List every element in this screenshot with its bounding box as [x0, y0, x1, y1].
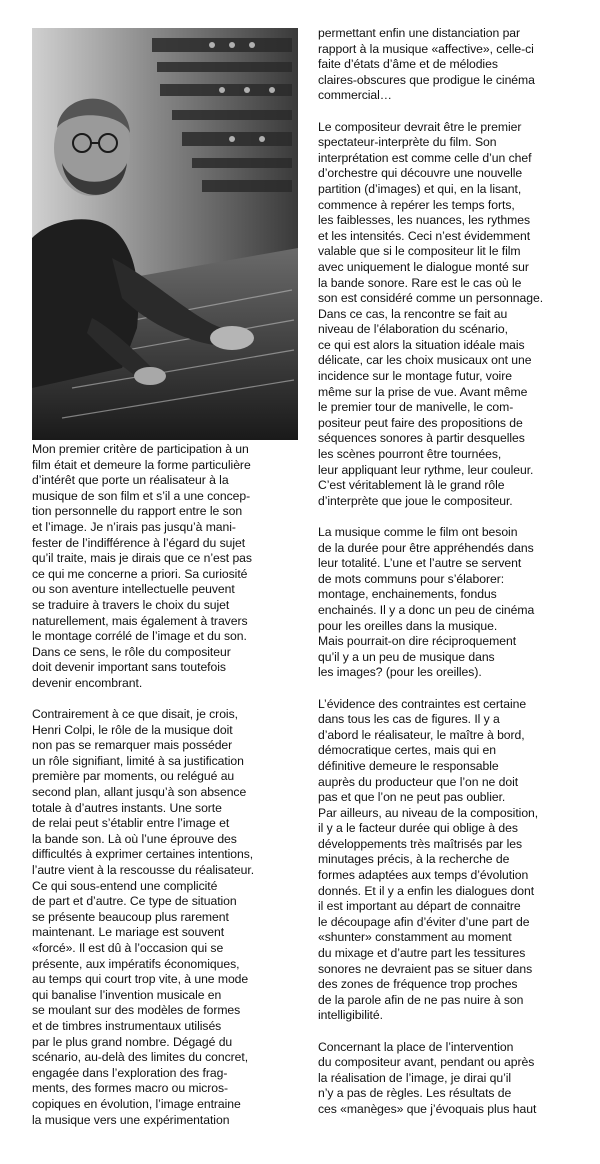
paragraph-4: Le compositeur devrait être le premier spectateur-interprète du film. Son interprétation est comme celle d’un chef d’orchestre qui découvre une nouvelle partition (d’images) et qui, en la lisant, commence à repérer les temps forts, les faiblesses, les nuances, les rythmes et les intensités. Ceci n’est évidemment valable que si le compositeur lit le film avec uniquement le dialogue monté sur la bande sonore. Rare est le cas où le son est considéré comme un personnage. Dans ce cas, la rencontre se fait au niveau de l’élaboration du scénario, ce qui est alors la situation idéale mais délicate, car les choix musicaux ont une incidence sur le montage futur, voire même sur la prise de vue. Avant même le premier tour de manivelle, le com- positeur peut faire des propositions de séquences sonores à partir desquelles les scènes pourront être tournées, leur appliquant leur rythme, leur couleur. C’est véritablement là le grand rôle d’interprète que joue le compositeur. — [318, 119, 544, 508]
paragraph-1: Mon premier critère de participation à un film était et demeure la forme particulière d’intérêt que porte un réalisateur à la musique de son film et s’il a une concep- tion personnelle du rapport entre le son et l’image. Je n’irais pas jusqu’à mani- fester de l’indifférence à l’égard du sujet qu’il traite, mais je dirais que ce n’est pas ce qui me concerne a priori. Sa curiosité ou son aventure intellectuelle peuvent se traduire à travers le choix du sujet naturellement, mais également à travers le montage corrélé de l’image et du son. Dans ce sens, le rôle du compositeur doit devenir important sans toutefois devenir encombrant. — [32, 442, 252, 690]
paragraph-7: Concernant la place de l’intervention du compositeur avant, pendant ou après la réalisation de l’image, je dirai qu’il n’y a pas de règles. Les résultats de ces «manèges» que j’évoquais plus haut — [318, 1039, 537, 1116]
left-column — [32, 442, 306, 1144]
composer-at-console-icon — [32, 28, 298, 440]
paragraph-6: L’évidence des contraintes est certaine dans tous les cas de figures. Il y a d’abord le réalisateur, le maître à bord, démocratique certes, mais qui en définitive demeure le responsable auprès du producteur que l’on ne doit pas et que l’on ne peut pas oublier. Par ailleurs, au niveau de la composition, il y a le facteur durée qui oblige à des développements très maîtrisés par les minutages précis, à la recherche de formes adaptées aux temps d’évolution donnés. Et il y a enfin les dialogues dont il est important au départ de connaitre le découpage afin d’éviter d’une part de «shunter» constamment au moment du mixage et d’autre part les tessitures sonores ne devraient pas se situer dans des zones de fréquence trop proches de la parole afin de ne pas nuire à son intelligibilité. — [318, 696, 539, 1023]
composer-photo — [32, 28, 298, 440]
right-column — [318, 26, 594, 1133]
paragraph-3: permettant enfin une distanciation par rapport à la musique «affective», celle-ci faite d’états d’âme et de mélodies claires-obscures que prodigue le cinéma commercial… — [318, 26, 535, 103]
paragraph-2: Contrairement à ce que disait, je crois, Henri Colpi, le rôle de la musique doit non pas se remarquer mais posséder un rôle signifiant, limité à sa justification première par moments, ou relégué au second plan, allant jusqu’à son absence totale à d’autres instants. Une sorte de relai peut s’établir entre l’image et la bande son. Là où l’une éprouve des difficultés à exprimer certaines intentions, l’autre vient à la rescousse du réalisateur. Ce qui sous-entend une complicité de part et d’autre. Ce type de situation se présente beaucoup plus rarement maintenant. Le mariage est souvent «forcé». Il est dû à l’occasion qui se présente, aux impératifs économiques, au temps qui court trop vite, à une mode qui banalise l’invention musicale en se moulant sur des modèles de formes et de timbres instrumentaux utilisés par le plus grand nombre. Dégagé du scénario, au-delà des limites du concret, engagée dans l’exploration des frag- ments, des formes macro ou micros- copiques en évolution, l’image entraine la musique vers une expérimentation — [32, 707, 255, 1127]
paragraph-5: La musique comme le film ont besoin de la durée pour être appréhendés dans leur totalité. L’une et l’autre se servent de mots communs pour s’élaborer: montage, enchainements, fondus enchainés. Il y a donc un peu de cinéma pour les oreilles dans la musique. Mais pourrait-on dire réciproquement qu’il y a un peu de musique dans les images? (pour les oreilles). — [318, 525, 535, 680]
